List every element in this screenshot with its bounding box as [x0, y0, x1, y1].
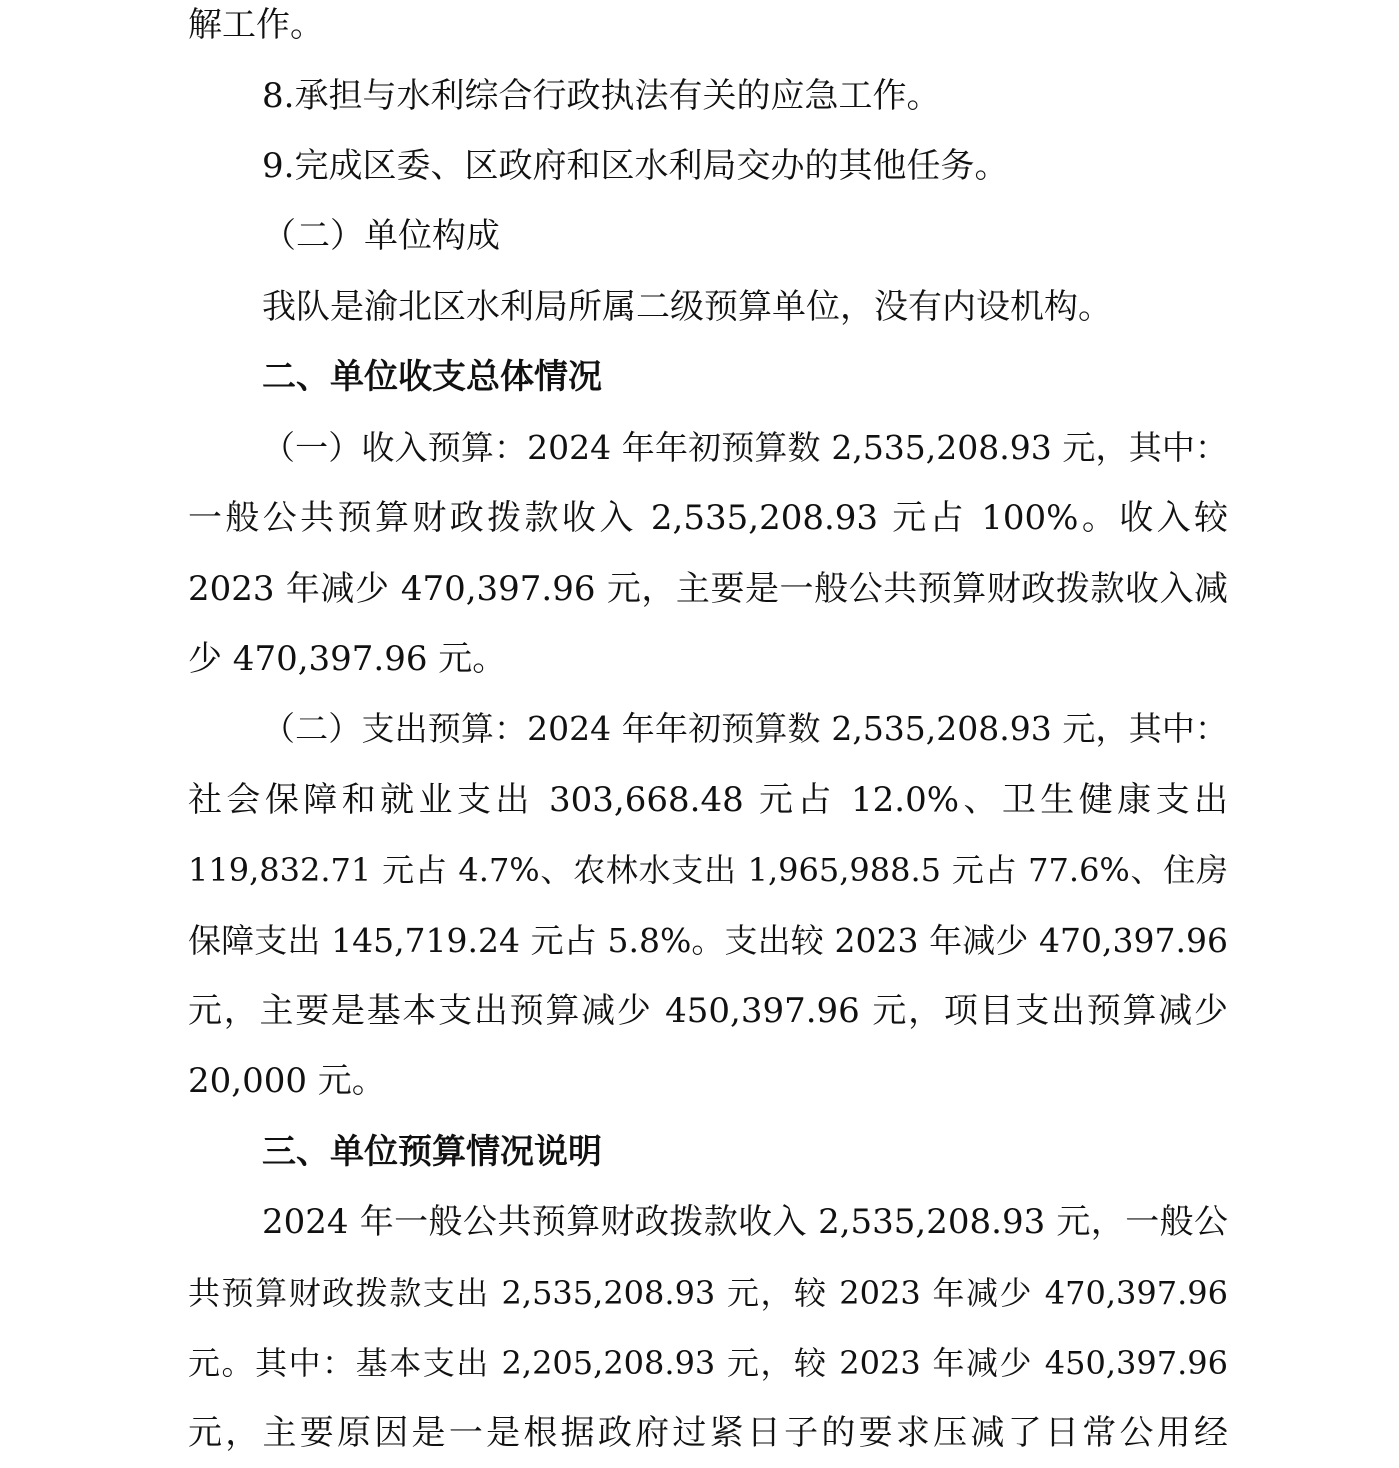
paragraph-line: 一般公共预算财政拨款收入 2,535,208.93 元占 100%。收入较 — [188, 498, 1228, 538]
section-heading-budget-explanation: 三、单位预算情况说明 — [262, 1132, 602, 1172]
paragraph-line: 元，主要原因是一是根据政府过紧日子的要求压减了日常公用经 — [188, 1413, 1228, 1453]
paragraph-line: （二）支出预算：2024 年年初预算数 2,535,208.93 元，其中： — [262, 709, 1228, 748]
paragraph-line: 2024 年一般公共预算财政拨款收入 2,535,208.93 元，一般公 — [262, 1202, 1228, 1242]
paragraph-line: 119,832.71 元占 4.7%、农林水支出 1,965,988.5 元占 77.6%、住房 — [188, 851, 1228, 889]
paragraph-line: 社会保障和就业支出 303,668.48 元占 12.0%、卫生健康支出 — [188, 780, 1228, 820]
paragraph-line: 我队是渝北区水利局所属二级预算单位，没有内设机构。 — [262, 287, 1112, 327]
paragraph-line: （一）收入预算：2024 年年初预算数 2,535,208.93 元，其中： — [262, 428, 1228, 467]
section-heading-income-expenditure: 二、单位收支总体情况 — [262, 357, 602, 397]
paragraph-line: 保障支出 145,719.24 元占 5.8%。支出较 2023 年减少 470,397.96 — [188, 921, 1228, 960]
paragraph-line: 元。其中：基本支出 2,205,208.93 元，较 2023 年减少 450,397.96 — [188, 1344, 1228, 1382]
paragraph-line: 少 470,397.96 元。 — [188, 639, 507, 679]
list-item-8: 8.承担与水利综合行政执法有关的应急工作。 — [262, 76, 941, 116]
list-item-9: 9.完成区委、区政府和区水利局交办的其他任务。 — [262, 146, 1009, 186]
paragraph-line: 元，主要是基本支出预算减少 450,397.96 元，项目支出预算减少 — [188, 991, 1228, 1031]
paragraph-line: 共预算财政拨款支出 2,535,208.93 元，较 2023 年减少 470,397.96 — [188, 1274, 1228, 1312]
paragraph-line: 20,000 元。 — [188, 1061, 386, 1101]
paragraph-line: 解工作。 — [188, 5, 324, 45]
paragraph-line: 2023 年减少 470,397.96 元，主要是一般公共预算财政拨款收入减 — [188, 569, 1228, 609]
subsection-heading-unit-composition: （二）单位构成 — [262, 216, 500, 256]
